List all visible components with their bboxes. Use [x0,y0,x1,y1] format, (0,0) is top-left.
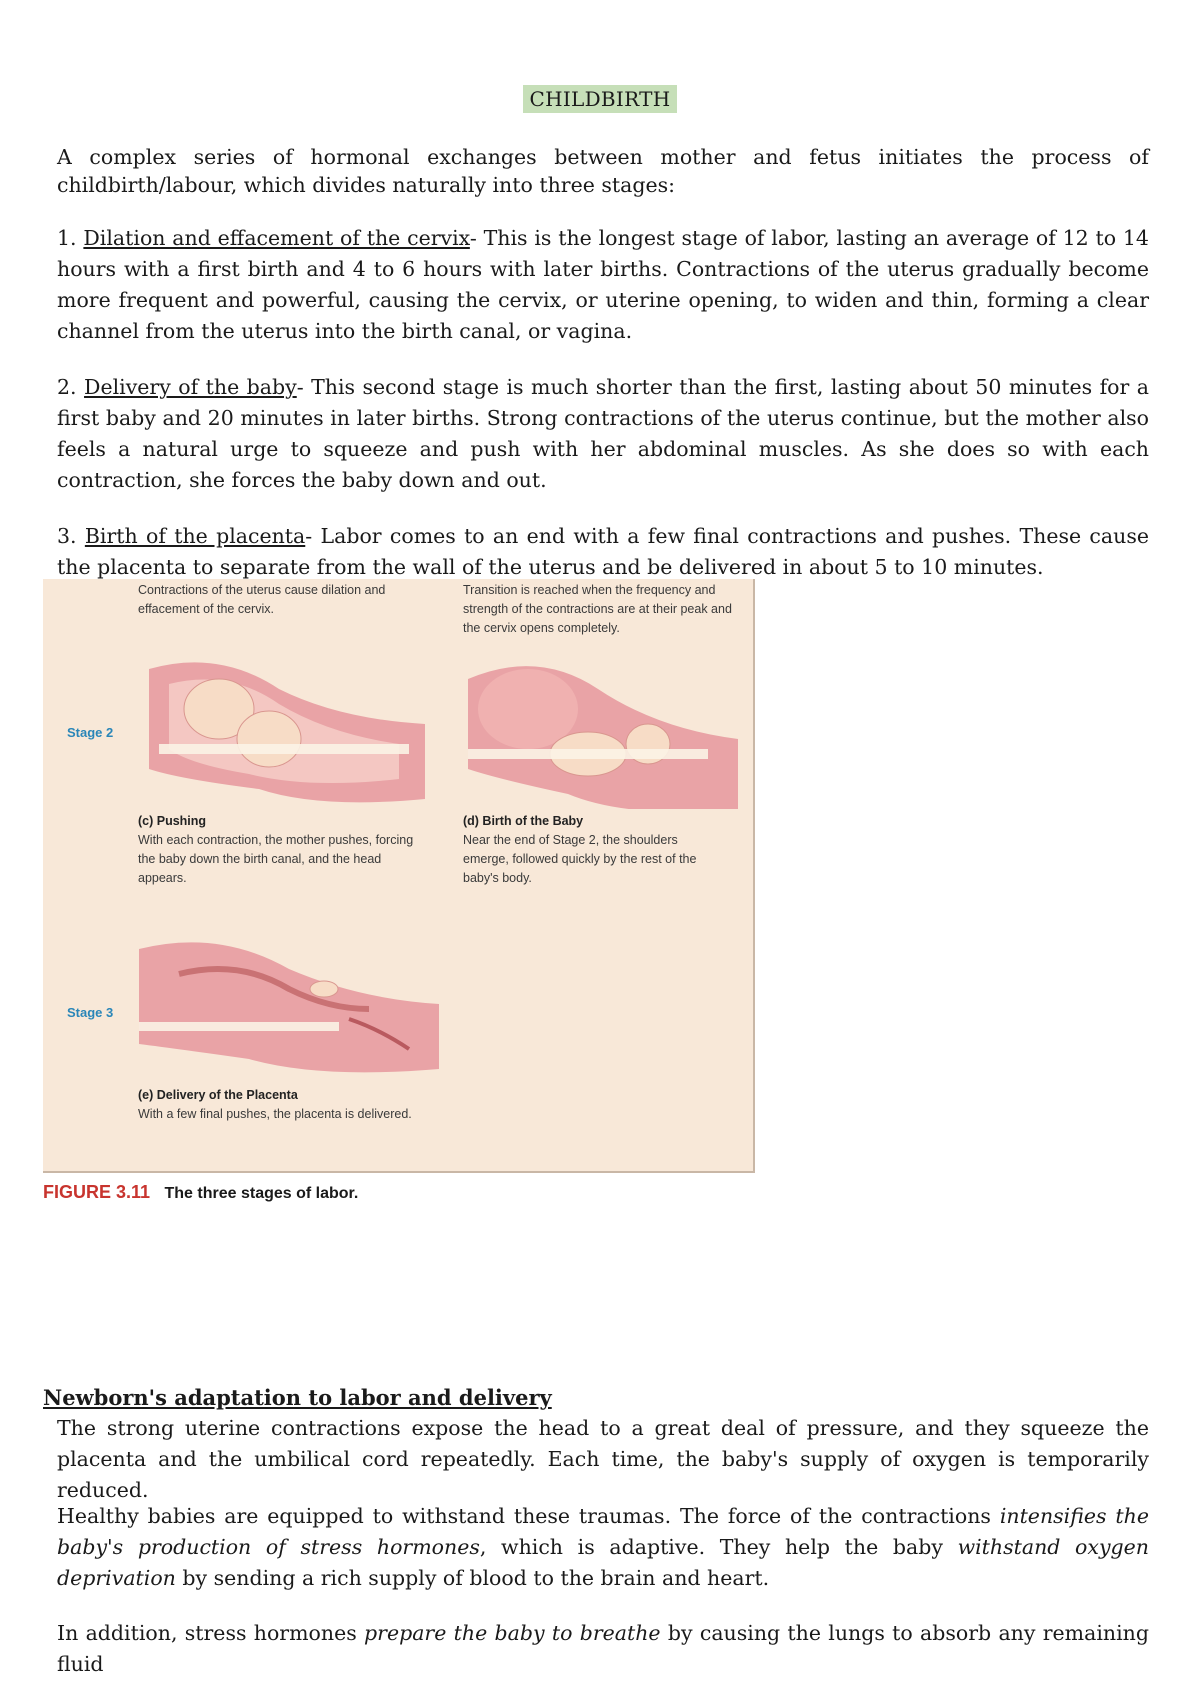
figure-caption-text: The three stages of labor. [164,1185,359,1202]
stage-1-paragraph [57,223,1149,347]
newborn-paragraph-2 [57,1501,1149,1594]
pushing-title: (c) Pushing [138,814,207,828]
figure-number: FIGURE 3.11 [43,1182,151,1202]
stage-2-number: 2. [57,375,77,399]
p2-a: Healthy babies are equipped to withstand these traumas. The force of the contractions [57,1504,1000,1528]
top-left-caption: Contractions of the uterus cause dilation and effacement of the cervix. [138,583,386,616]
top-right-caption: Transition is reached when the frequency and strength of the contractions are at their peak and the cervix opens completely. [463,583,732,635]
placenta-title: (e) Delivery of the Placenta [138,1088,298,1102]
p2-e: by sending a rich supply of blood to the brain and heart. [175,1566,770,1590]
p2-b: intensifies the baby's production of stress hormones [57,1504,1149,1559]
section-heading: Newborn's adaptation to labor and delivery [43,1385,552,1410]
birth-illustration [468,649,738,809]
stage-3-text: - Labor comes to an end with a few final contractions and pushes. These cause the placenta to separate from the wall of the uterus and be delivered in about 5 to 10 minutes. [57,524,1149,579]
birth-caption [463,812,723,888]
birth-text: Near the end of Stage 2, the shoulders emerge, followed quickly by the rest of the baby's body. [463,833,697,885]
pushing-caption [138,812,418,888]
placenta-caption [138,1086,468,1124]
stage-1-number: 1. [57,226,77,250]
page-title [0,87,1200,111]
stage-2-term: Delivery of the baby [84,375,297,399]
intro-paragraph: A complex series of hormonal exchanges between mother and fetus initiates the process of childbirth/labour, which divides naturally into three stages: [57,145,1149,197]
stage-3-paragraph [57,521,1149,583]
p2-d: withstand oxygen deprivation [57,1535,1150,1590]
p3-a: In addition, stress hormones [57,1621,365,1645]
stage-3-number: 3. [57,524,77,548]
stage-2-label: Stage 2 [67,725,114,740]
newborn-paragraph-1: The strong uterine contractions expose the head to a great deal of pressure, and they squeeze the placenta and the umbilical cord repeatedly. Each time, the baby's supply of oxygen is temporarily reduced. [57,1416,1149,1502]
p2-c: , which is adaptive. They help the baby [479,1535,958,1559]
p3-b: prepare the baby to breathe [364,1621,661,1645]
newborn-paragraph-3 [57,1618,1149,1680]
birth-title: (d) Birth of the Baby [463,814,584,828]
p3-c: by causing the lungs to absorb any remaining fluid [57,1621,1149,1676]
stage-2-text: - This second stage is much shorter than the first, lasting about 50 minutes for a first baby and 20 minutes in later births. Strong contractions of the uterus continue, but the mother also feels a natural urge to squeeze and push with her abdominal muscles. As she does so with each contraction, she forces the baby down and out. [57,375,1149,492]
figure-caption [43,1182,358,1203]
stage-1-term: Dilation and effacement of the cervix [83,226,470,250]
placenta-text: With a few final pushes, the placenta is delivered. [138,1107,412,1121]
pushing-text: With each contraction, the mother pushes, forcing the baby down the birth canal, and the head appears. [138,833,414,885]
stage-2-paragraph [57,372,1149,496]
labor-stages-figure [43,579,755,1173]
title-highlight: CHILDBIRTH [523,85,676,113]
pushing-illustration [139,649,425,809]
stage-1-text: - This is the longest stage of labor, lasting an average of 12 to 14 hours with a first birth and 4 to 6 hours with later births. Contractions of the uterus gradually become more frequent and powerful, causing the cervix, or uterine opening, to widen and thin, forming a clear channel from the uterus into the birth canal, or vagina. [57,226,1149,343]
stage-3-term: Birth of the placenta [84,524,306,548]
placenta-illustration [139,929,439,1079]
stage-3-label: Stage 3 [67,1005,114,1020]
